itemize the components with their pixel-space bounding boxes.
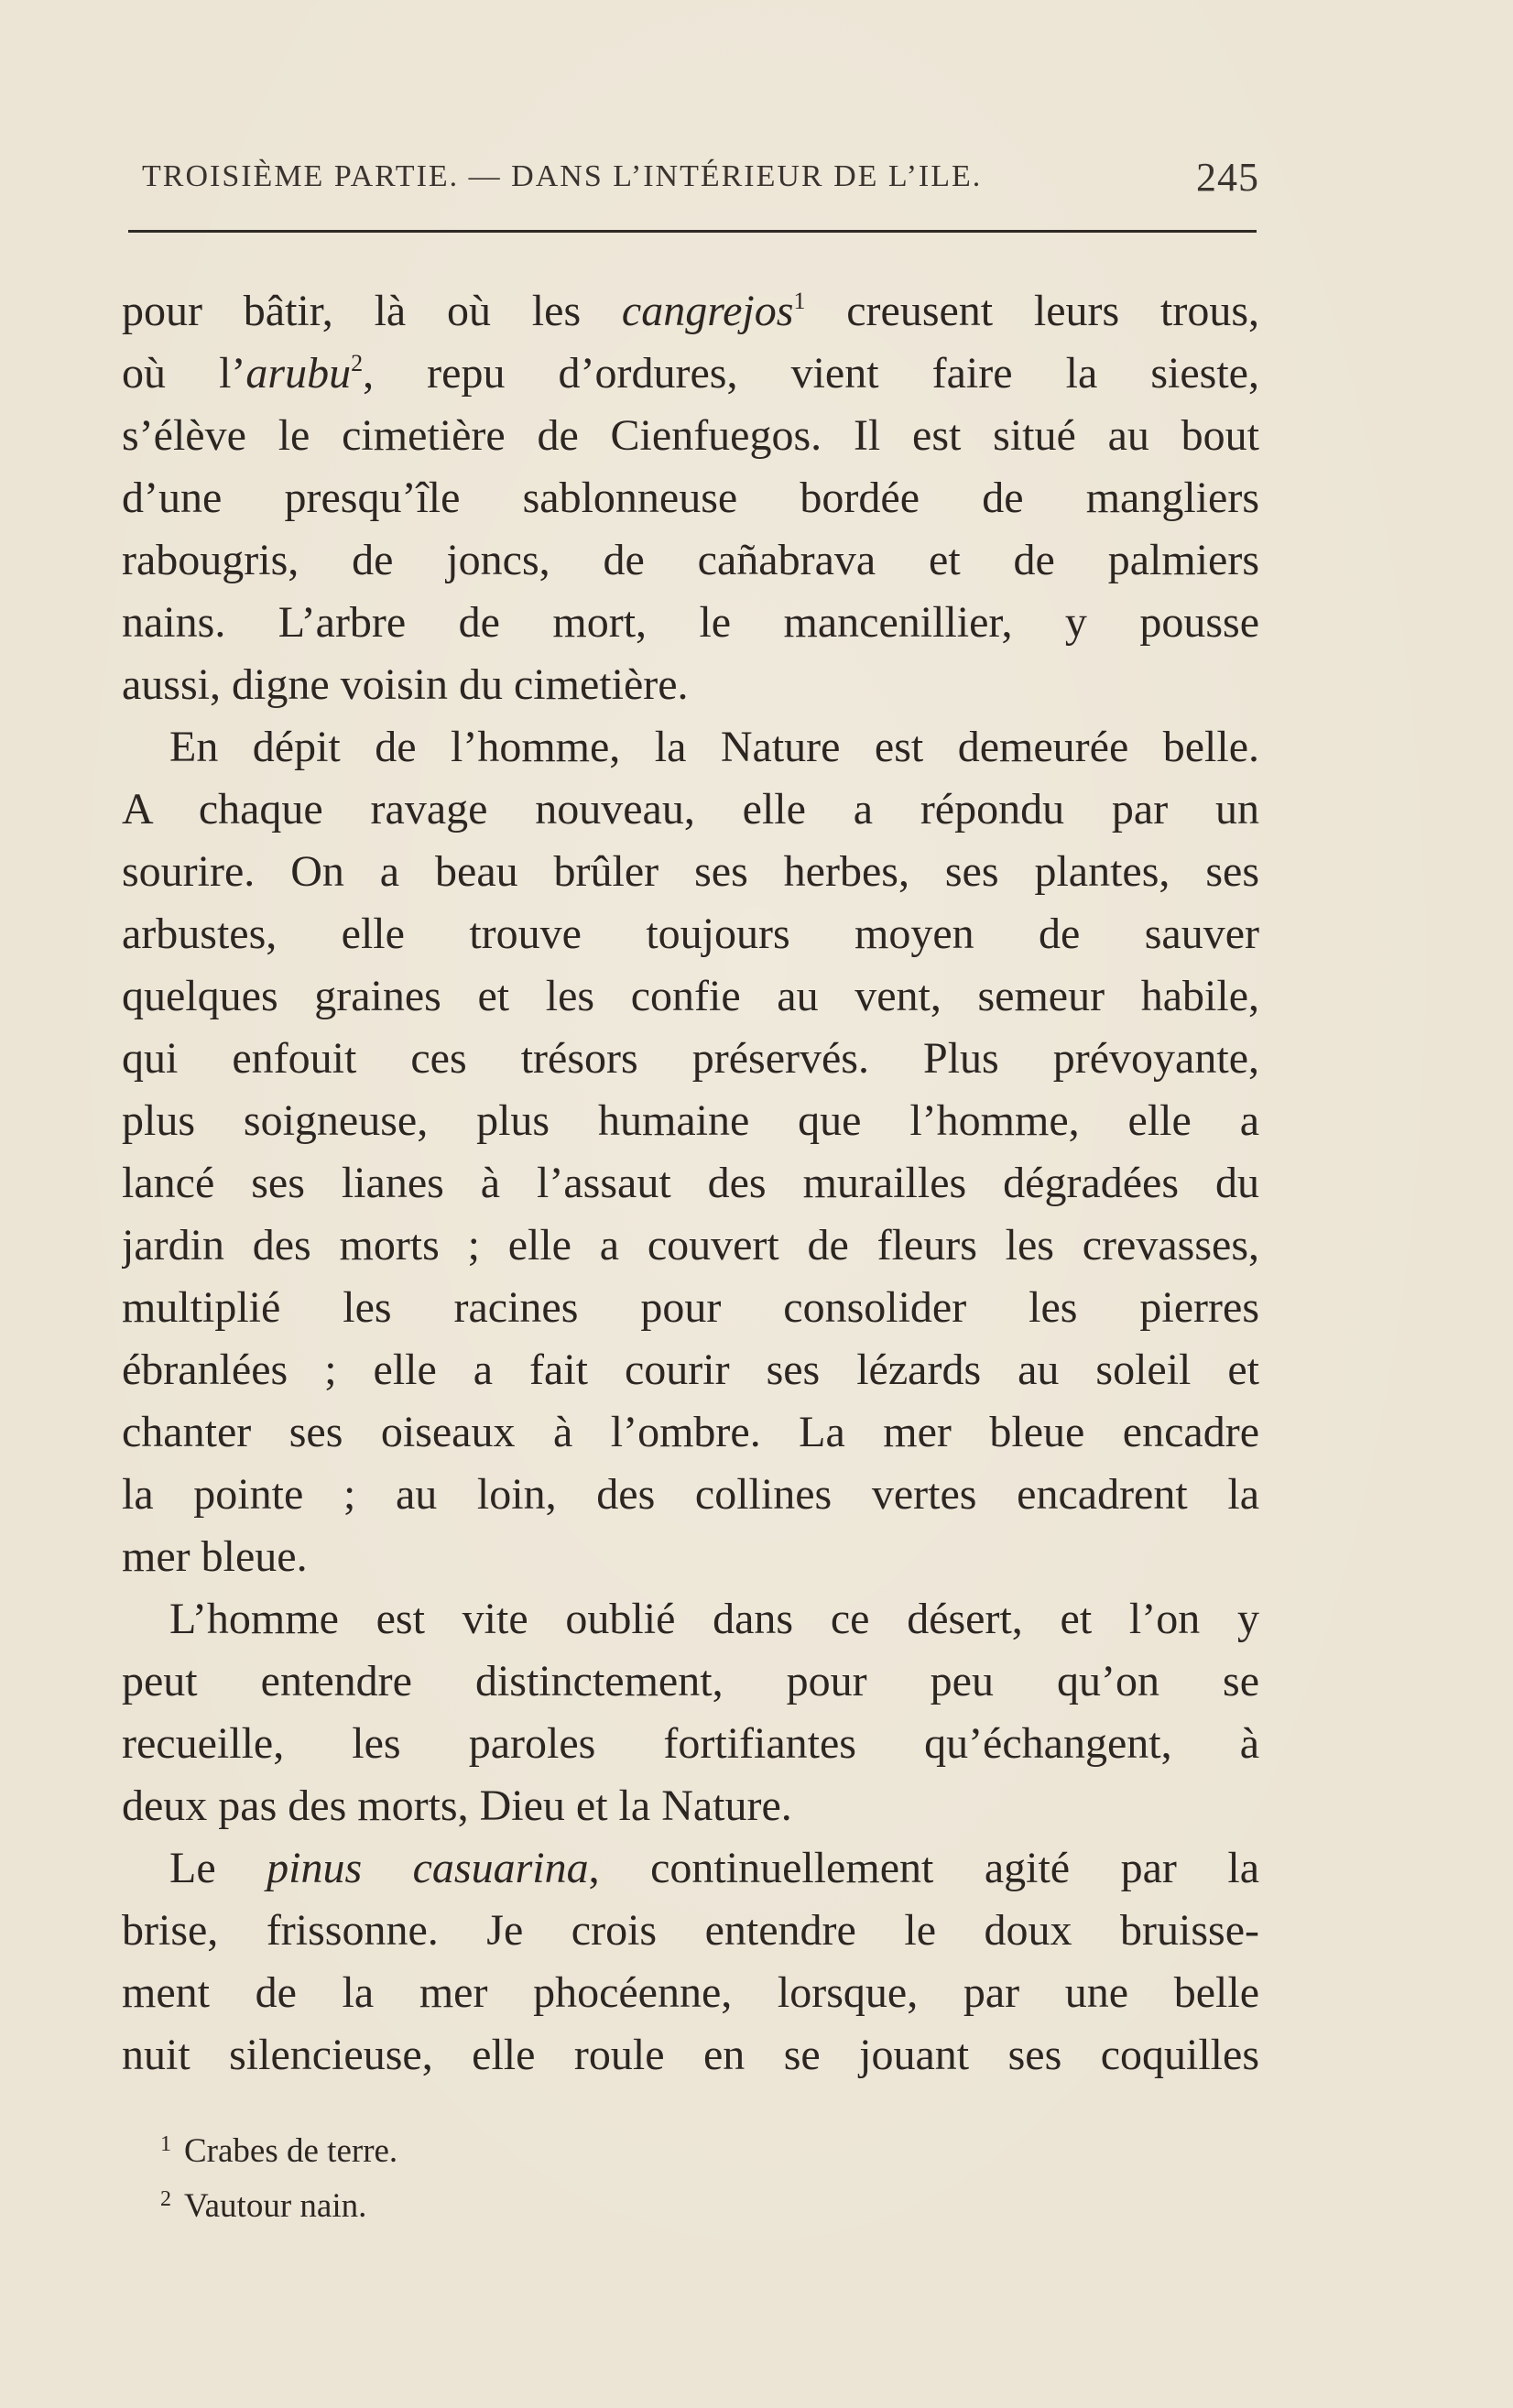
text-line: lancé ses lianes à l’assaut des murailles dégradées du: [122, 1159, 1259, 1207]
text-line: pour bâtir, là où les cangrejos$^1$ creusent leurs trous,: [122, 287, 1259, 335]
footnote: [160, 2120, 985, 2175]
italic-term: pinus casuarina: [267, 1844, 589, 1892]
italic-term: arubu: [245, 349, 352, 398]
page-number: 245: [1196, 155, 1259, 200]
footnote-text: Crabes de terre.: [184, 2132, 398, 2170]
body-text: [122, 280, 1259, 2087]
text-line: arbustes, elle trouve toujours moyen de sauver: [122, 910, 1259, 958]
footnote-ref: 1: [793, 288, 806, 314]
text-line: mer bleue.: [122, 1532, 308, 1581]
text-line: rabougris, de joncs, de cañabrava et de palmiers: [122, 536, 1259, 584]
text-line: où l’arubu$^2$, repu d’ordures, vient faire la sieste,: [122, 349, 1259, 398]
text-line: nains. L’arbre de mort, le mancenillier, y pousse: [122, 598, 1259, 647]
footnote-mark: 2: [160, 2187, 171, 2211]
text-line: peut entendre distinctement, pour peu qu’on se: [122, 1657, 1259, 1705]
footnote-text: Vautour nain.: [184, 2187, 367, 2225]
text-line: deux pas des morts, Dieu et la Nature.: [122, 1781, 792, 1830]
footnote-ref: 2: [351, 350, 364, 376]
text-line: recueille, les paroles fortifiantes qu’échangent, à: [122, 1719, 1259, 1768]
text-line: quelques graines et les confie au vent, semeur habile,: [122, 972, 1259, 1020]
text-line: chanter ses oiseaux à l’ombre. La mer bleue encadre: [122, 1408, 1259, 1456]
italic-term: cangrejos: [621, 287, 794, 335]
running-header: [124, 154, 1259, 205]
footnote: [160, 2175, 985, 2230]
text-line: jardin des morts ; elle a couvert de fleurs les crevasses,: [122, 1221, 1259, 1269]
text-line: qui enfouit ces trésors préservés. Plus prévoyante,: [122, 1034, 1259, 1083]
text-line: d’une presqu’île sablonneuse bordée de mangliers: [122, 474, 1259, 522]
header-rule: [128, 230, 1257, 233]
text-line: En dépit de l’homme, la Nature est demeurée belle.: [169, 723, 1259, 771]
text-line: s’élève le cimetière de Cienfuegos. Il est situé au bout: [122, 411, 1259, 460]
text-line: multiplié les racines pour consolider les pierres: [122, 1283, 1259, 1332]
text-line: ment de la mer phocéenne, lorsque, par une belle: [122, 1968, 1259, 2017]
footnote-mark: 1: [160, 2132, 171, 2156]
footnotes: [160, 2120, 985, 2230]
text-line: Le pinus casuarina, continuellement agité par la: [169, 1844, 1259, 1892]
text-line: L’homme est vite oublié dans ce désert, et l’on y: [169, 1595, 1259, 1643]
running-title: TROISIÈME PARTIE. — DANS L’INTÉRIEUR DE L’ILE.: [142, 159, 983, 193]
text-line: nuit silencieuse, elle roule en se jouant ses coquilles: [122, 2031, 1259, 2079]
text-line: sourire. On a beau brûler ses herbes, ses plantes, ses: [122, 847, 1259, 896]
text-line: ébranlées ; elle a fait courir ses lézards au soleil et: [122, 1346, 1259, 1394]
text-line: A chaque ravage nouveau, elle a répondu par un: [122, 785, 1259, 834]
text-line: aussi, digne voisin du cimetière.: [122, 660, 689, 709]
text-line: brise, frissonne. Je crois entendre le doux bruisse-: [122, 1906, 1259, 1955]
text-line: la pointe ; au loin, des collines vertes encadrent la: [122, 1470, 1259, 1519]
text-line: plus soigneuse, plus humaine que l’homme, elle a: [122, 1096, 1259, 1145]
